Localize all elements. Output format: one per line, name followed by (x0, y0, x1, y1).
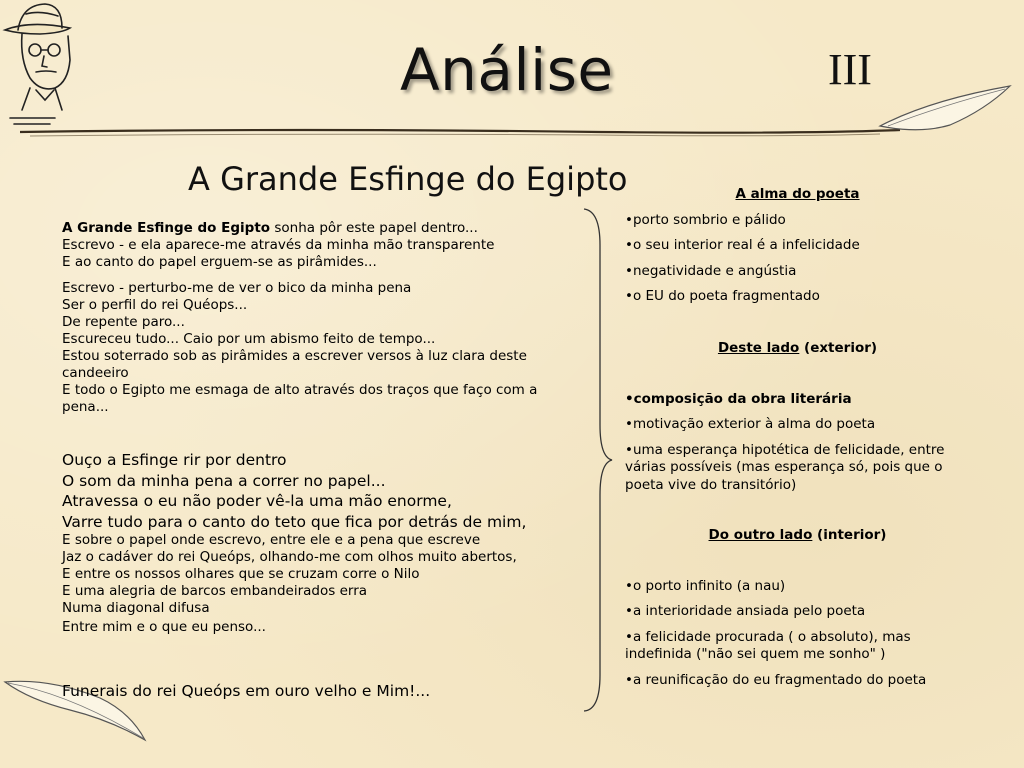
poem-title-inline: A Grande Esfinge do Egipto (62, 220, 271, 236)
section-heading: Deste lado (exterior) (717, 340, 878, 356)
poem-title-heading: A Grande Esfinge do Egipto (188, 160, 628, 198)
bullet-item: •o porto infinito (a nau) (625, 577, 786, 594)
poem-line: O som da minha pena a correr no papel... (62, 471, 386, 490)
poem-stanza-3 (62, 450, 582, 532)
bullet-item: •o EU do poeta fragmentado (625, 288, 820, 304)
poem-line: pena... (62, 399, 109, 415)
bullet-item: •composição da obra literária (625, 390, 852, 407)
poem-line: candeeiro (62, 365, 129, 381)
bullet-item: •a interioridade ansiada pelo poeta (625, 603, 866, 619)
bullet-item: •motivação exterior à alma do poeta (625, 416, 876, 432)
slide-number: III (828, 45, 872, 94)
poem-line: Escrevo - perturbo-me de ver o bico da minha pena (62, 280, 412, 296)
poem-line: Escureceu tudo... Caio por um abismo feito de tempo... (62, 331, 436, 347)
bullet-item: •o seu interior real é a infelicidade (625, 237, 860, 253)
bullet-item: •uma esperança hipotética de felicidade, entre várias possíveis (mas esperança só, pois que o poeta vive do transitório) (625, 441, 945, 493)
poem-stanza-1 (62, 220, 582, 271)
poem-line: Varre tudo para o canto do teto que fica por detrás de mim, (62, 512, 527, 531)
poem-line: E sobre o papel onde escrevo, entre ele e a pena que escreve (62, 532, 481, 548)
poem-line: E todo o Egipto me esmaga de alto através dos traços que faço com a (62, 382, 538, 398)
section-heading: Do outro lado (interior) (708, 527, 887, 543)
poem-line: Numa diagonal difusa (62, 600, 210, 616)
curly-brace-icon (578, 205, 618, 715)
analysis-section-interior (625, 527, 970, 689)
analysis-section-soul (625, 186, 970, 306)
poem-line: Jaz o cadáver do rei Queóps, olhando-me com olhos muito abertos, (62, 549, 517, 565)
poem-stanza-3-cont (62, 532, 582, 636)
section-heading: A alma do poeta (735, 186, 860, 202)
poem-line: Entre mim e o que eu penso... (62, 619, 266, 635)
poem-final-line: Funerais do rei Queóps em ouro velho e Mim!... (62, 682, 431, 700)
poem-line: E entre os nossos olhares que se cruzam corre o Nilo (62, 566, 420, 582)
poem-line: Ouço a Esfinge rir por dentro (62, 451, 287, 469)
poem-line: Estou soterrado sob as pirâmides a escrever versos à luz clara deste (62, 348, 527, 364)
poem-line: E ao canto do papel erguem-se as pirâmides... (62, 254, 377, 270)
bullet-item: •negatividade e angústia (625, 262, 797, 279)
quill-divider-icon (0, 80, 1024, 150)
page-title: Análise (400, 36, 614, 104)
bullet-item: •a reunificação do eu fragmentado do poeta (625, 671, 927, 688)
poem-line (62, 220, 582, 237)
poem-line: Ser o perfil do rei Quéops... (62, 297, 248, 313)
poem-line: E uma alegria de barcos embandeirados erra (62, 583, 368, 599)
poem-line-text: sonha pôr este papel dentro... (270, 220, 478, 236)
poem-line: Escrevo - e ela aparece-me através da minha mão transparente (62, 237, 495, 253)
poem-line: Atravessa o eu não poder vê-la uma mão enorme, (62, 492, 452, 510)
bullet-item: •porto sombrio e pálido (625, 211, 786, 228)
poem-stanza-2 (62, 280, 582, 416)
analysis-section-exterior (625, 340, 970, 494)
poem-line: De repente paro... (62, 314, 185, 330)
bullet-item: •a felicidade procurada ( o absoluto), mas indefinida ("não sei quem me sonho" ) (625, 628, 911, 662)
